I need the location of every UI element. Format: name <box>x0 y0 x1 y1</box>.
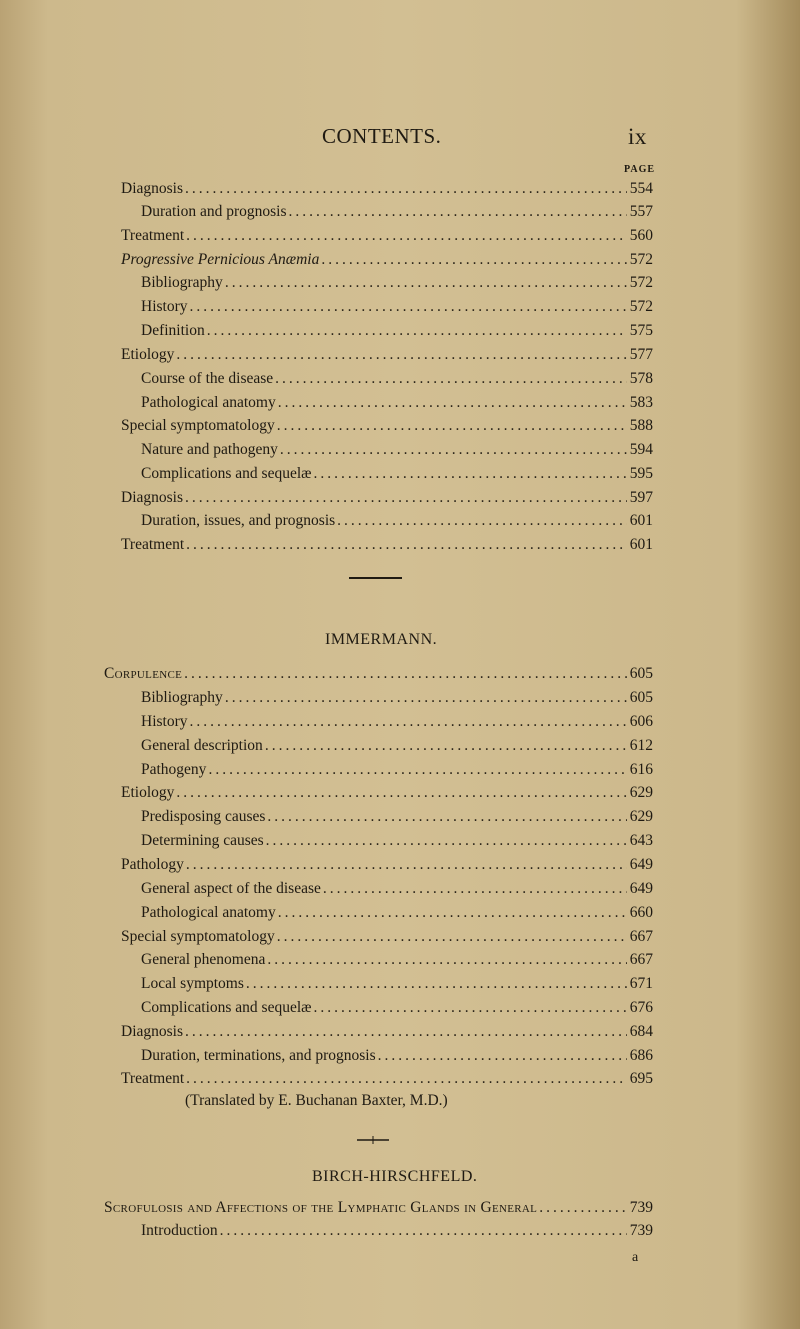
running-head <box>0 124 800 154</box>
section-author-heading: BIRCH-HIRSCHFELD. <box>312 1168 478 1185</box>
translator-note: (Translated by E. Buchanan Baxter, M.D.) <box>185 1092 448 1109</box>
toc-entry[interactable]: Duration, issues, and prognosis ..... 601 <box>141 510 653 532</box>
toc-entry[interactable]: General phenomena ..... 667 <box>141 949 653 971</box>
page-title: CONTENTS. <box>322 124 442 148</box>
toc-entry[interactable]: Determining causes ..... 643 <box>141 830 653 852</box>
toc-entry[interactable]: Nature and pathogeny ..... 594 <box>141 439 653 461</box>
toc-entry[interactable]: Pathological anatomy ..... 583 <box>141 392 653 414</box>
toc-entry[interactable]: Duration, terminations, and prognosis ..... 686 <box>141 1045 653 1067</box>
toc-entry[interactable]: Scrofulosis and Affections of the Lymphatic Glands in General ..... 739 <box>104 1197 653 1219</box>
toc-entry[interactable]: Introduction ..... 739 <box>141 1220 653 1242</box>
toc-entry[interactable]: Bibliography ..... 572 <box>141 272 653 294</box>
toc-entry[interactable]: Predisposing causes ..... 629 <box>141 806 653 828</box>
toc-entry[interactable]: Course of the disease ..... 578 <box>141 368 653 390</box>
toc-entry[interactable]: Bibliography ..... 605 <box>141 687 653 709</box>
toc-entry[interactable]: Diagnosis ..... 597 <box>121 487 653 509</box>
toc-entry[interactable]: Treatment ..... 695 <box>121 1068 653 1090</box>
toc-entry[interactable]: History ..... 606 <box>141 711 653 733</box>
toc-entry[interactable]: Etiology ..... 577 <box>121 344 653 366</box>
toc-entry[interactable]: Duration and prognosis ..... 557 <box>141 201 653 223</box>
toc-entry[interactable]: Special symptomatology ..... 667 <box>121 926 653 948</box>
toc-entry[interactable]: Treatment ..... 601 <box>121 534 653 556</box>
toc-entry[interactable]: History ..... 572 <box>141 296 653 318</box>
page-number: ix <box>628 124 647 149</box>
toc-entry[interactable]: Diagnosis ..... 554 <box>121 178 653 200</box>
toc-entry[interactable]: General description ..... 612 <box>141 735 653 757</box>
toc-entry[interactable]: Corpulence ..... 605 <box>104 663 653 685</box>
toc-entry[interactable]: Complications and sequelæ ..... 676 <box>141 997 653 1019</box>
toc-entry[interactable]: Progressive Pernicious Anæmia ..... 572 <box>121 249 653 271</box>
page-column-label: PAGE <box>624 164 656 175</box>
printer-mark: a <box>632 1250 639 1265</box>
section-author-heading: IMMERMANN. <box>325 631 438 648</box>
section-divider <box>357 1135 389 1145</box>
section-divider <box>349 577 402 579</box>
toc-entry[interactable]: General aspect of the disease ..... 649 <box>141 878 653 900</box>
toc-entry[interactable]: Pathological anatomy ..... 660 <box>141 902 653 924</box>
toc-entry[interactable]: Pathogeny ..... 616 <box>141 759 653 781</box>
toc-entry[interactable]: Treatment ..... 560 <box>121 225 653 247</box>
toc-entry[interactable]: Diagnosis ..... 684 <box>121 1021 653 1043</box>
toc-entry[interactable]: Complications and sequelæ ..... 595 <box>141 463 653 485</box>
toc-entry[interactable]: Etiology ..... 629 <box>121 782 653 804</box>
toc-entry[interactable]: Definition ..... 575 <box>141 320 653 342</box>
toc-entry[interactable]: Pathology ..... 649 <box>121 854 653 876</box>
toc-entry[interactable]: Local symptoms ..... 671 <box>141 973 653 995</box>
toc-entry[interactable]: Special symptomatology ..... 588 <box>121 415 653 437</box>
